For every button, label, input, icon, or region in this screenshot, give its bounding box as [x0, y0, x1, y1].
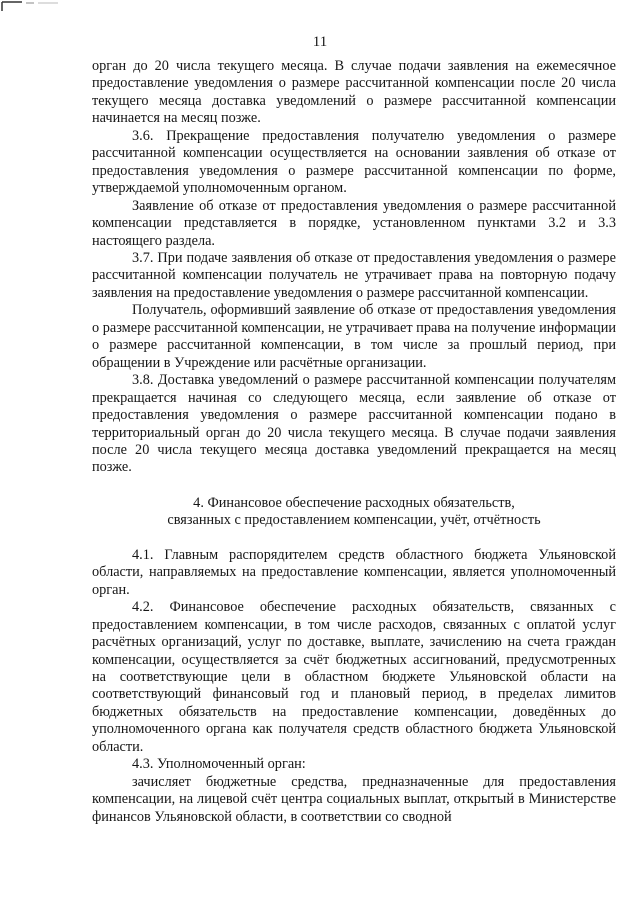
paragraph: Заявление об отказе от предоставления уведомления о размере рассчитанной компенсации представляется в порядке, установленном пунктами 3.2 и 3.3 настоящего раздела. — [92, 197, 616, 249]
section-heading-line: 4. Финансовое обеспечение расходных обязательств, — [193, 494, 515, 511]
paragraph: 3.7. При подаче заявления об отказе от предоставления уведомления о размере рассчитанной компенсации получатель не утрачивает права на повторную подачу заявления на предоставление уведомления о размере рассчитанной компенсации. — [92, 249, 616, 301]
paragraph: Получатель, оформивший заявление об отказе от предоставления уведомления о размере рассчитанной компенсации, не утрачивает права на получение информации о размере рассчитанной компенсации, в том числе за прошлый период, при обращении в Учреждение или расчётные организации. — [92, 302, 616, 371]
paragraph: 4.1. Главным распорядителем средств областного бюджета Ульяновской области, направляемых на предоставление компенсации, является уполномоченный орган. — [92, 546, 616, 598]
paragraph: 4.2. Финансовое обеспечение расходных обязательств, связанных с предоставлением компенсации, в том числе расходов, связанных с оплатой услуг расчётных организаций, услуг по доставке, выплате, зачислению на счета граждан компенсации, осуществляется за счёт бюджетных ассигнований, предусмотренных на соответствующие цели в областном бюджете Ульяновской области на соответствующий финансовый год и плановый период, в пределах лимитов бюджетных обязательств на предоставление компенсации, доведённых до уполномоченного органа как получателя средств областного бюджета Ульяновской области. — [92, 599, 616, 755]
paragraph: 4.3. Уполномоченный орган: — [132, 756, 306, 773]
document-body — [92, 58, 616, 826]
paragraph: 3.8. Доставка уведомлений о размере рассчитанной компенсации получателям прекращается начиная со следующего месяца, если заявление об отказе от предоставления уведомления о размере рассчитанной компенсации подано в территориальный орган до 20 числа текущего месяца. В случае подачи заявления после 20 числа текущего месяца доставка уведомлений прекращается на месяц позже. — [92, 372, 616, 476]
paragraph: орган до 20 числа текущего месяца. В случае подачи заявления на ежемесячное предоставление уведомления о размере рассчитанной компенсации после 20 числа текущего месяца доставка уведомлений о размере рассчитанной компенсации начинается на месяц позже. — [92, 58, 616, 127]
scan-corner-mark — [0, 0, 60, 12]
page-number: 11 — [312, 34, 328, 50]
section-heading-line: связанных с предоставлением компенсации, учёт, отчётность — [167, 512, 541, 529]
paragraph: 3.6. Прекращение предоставления получателю уведомления о размере рассчитанной компенсации осуществляется на основании заявления об отказе от предоставления уведомления о размере рассчитанной компенсации по форме, утверждаемой уполномоченным органом. — [92, 127, 616, 197]
paragraph: зачисляет бюджетные средства, предназначенные для предоставления компенсации, на лицевой счёт центра социальных выплат, открытый в Министерстве финансов Ульяновской области, в соответствии со сводной — [92, 773, 616, 825]
